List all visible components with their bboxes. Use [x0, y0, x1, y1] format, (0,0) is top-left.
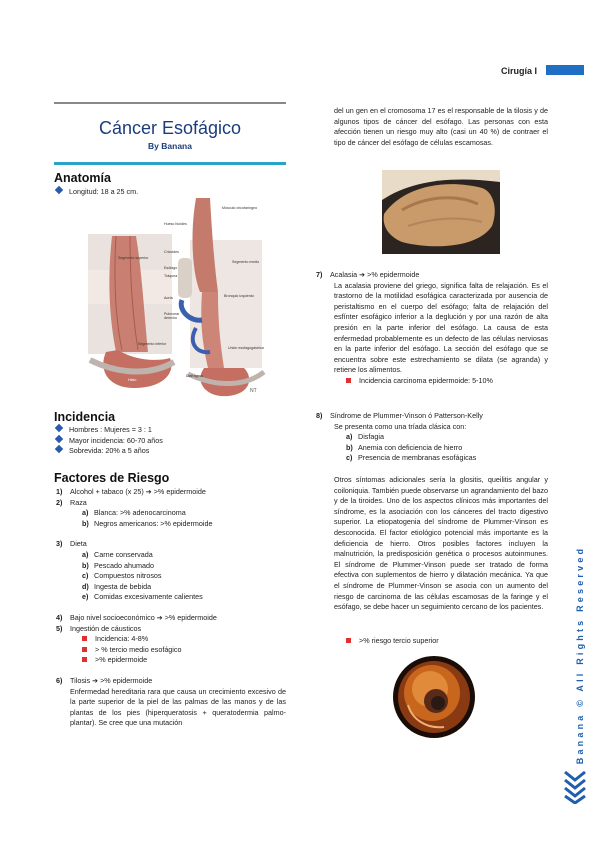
list-item: Incidencia carcinoma epidermoide: 5-10%: [316, 376, 548, 387]
list-item: b) Pescado ahumado: [82, 560, 154, 570]
label-left-bronchus: Bronquio izquierdo: [224, 294, 254, 298]
list-item: b) Negros americanos: >% epidermoide: [82, 518, 213, 528]
bullet-square-icon: [346, 378, 351, 383]
incidencia-list: [56, 425, 163, 457]
tilosis-photo: [382, 170, 500, 254]
plummer-block: [316, 411, 548, 464]
top-rule: [54, 102, 286, 104]
label-diaphragm: Diafragma: [186, 374, 203, 378]
list-item: b) Anemia con deficiencia de hierro: [346, 442, 463, 452]
chevrons-logo-icon: [562, 770, 588, 804]
trachea: [178, 258, 192, 298]
label-segment-middle: Segmento medio: [232, 260, 260, 264]
svg-text:NT: NT: [250, 388, 257, 394]
label-gej: Unión esofagogástrica: [228, 346, 264, 350]
list-item: Sobrevida: 20% a 5 años: [56, 446, 163, 457]
bullet-diamond-icon: [55, 424, 63, 432]
list-item: a) Blanca: >% adenocarcinoma: [82, 508, 186, 518]
label-segment-lower: Segmento inferior: [138, 342, 167, 346]
label-hyoid: Hueso hioides: [164, 222, 187, 226]
anatomia-heading: Anatomía: [54, 171, 111, 185]
plummer-bullet: >% riesgo tercio superior: [346, 636, 439, 647]
anatomia-bullet: Longitud: 18 a 25 cm.: [56, 187, 138, 198]
acalasia-text: La acalasia proviene del griego, significa falta de relajación. Es el trastorno de la motilidad esofágica caracterizada por ausencia de peristaltismo en el cuerpo del esófago; falta de relajación del esfínter esofágico inferior a la deglución y por una razón de alta presión en la parte inferior del esófago. La causa de esta enfermedad probablemente es un defecto de las células nerviosas en la parte inferior del esófago. La sección del esófago que se encuentra sobre este estrechamiento se dilata (se agranda) y retiene los alimentos.: [334, 280, 548, 375]
label-esophagus: Esófago: [164, 266, 178, 270]
list-item: 5) Ingestión de cáusticos: [56, 623, 142, 633]
label-aorta: Aorta: [164, 296, 173, 300]
bullet-square-icon: [346, 638, 351, 643]
bullet-square-icon: [82, 636, 87, 641]
list-item: 1) Alcohol + tabaco (x 25) ➔ >% epidermoide: [56, 487, 206, 496]
page-title: Cáncer Esofágico: [98, 118, 242, 138]
tilosis-text: Enfermedad hereditaria rara que causa un crecimiento excesivo de la parte superior de la piel de las palmas de las manos y de las plantas de los pies (hiperqueratosis + queratodermia palmo-plantar). Se cree que una mutación: [70, 686, 286, 728]
label-trachea: Tráquea: [164, 274, 178, 278]
endoscopy-image: [392, 655, 476, 739]
incidencia-heading: Incidencia: [54, 410, 116, 424]
list-item: c) Compuestos nitrosos: [82, 571, 162, 581]
title-underline: [54, 162, 286, 165]
list-item: c) Presencia de membranas esofágicas: [346, 453, 477, 463]
bullet-diamond-icon: [55, 434, 63, 442]
label-hiatus: Hiato: [128, 378, 137, 382]
label-cricoid: Cricoides: [164, 250, 179, 254]
section-label: Cirugía I: [500, 66, 537, 76]
label-pulmonary: Pulmonar derecho: [164, 312, 180, 320]
list-item: >% epidermoide: [56, 655, 286, 666]
foot-image: [382, 170, 500, 254]
bullet-diamond-icon: [55, 445, 63, 453]
list-item: e) Comidas excesivamente calientes: [82, 592, 203, 602]
factores-list-left: [56, 487, 286, 729]
tilosis-continued: del un gen en el cromosoma 17 es el responsable de la tilosis y de algunos tipos de cáncer del esófago. Las personas con esta afección tienen un riesgo muy alto (casi un 40 %) de contraer el tipo de cáncer del esófago de células escamosas.: [334, 106, 548, 147]
list-item: 2) Raza: [56, 497, 87, 507]
bullet-square-icon: [82, 647, 87, 652]
list-item: 4) Bajo nivel socioeconómico ➔ >% epidermoide: [56, 612, 217, 622]
list-item: Hombres : Mujeres = 3 : 1: [56, 425, 163, 436]
plummer-text: Otros síntomas adicionales sería la glositis, queilitis angular y coiloniquia. También puede observarse un agrandamiento del bazo y de la tiroides. Uno de los aspectos clínicos más importantes del síndrome, es la asociación con los cánceres del tracto digestivo superior. La etiopatogenia del síndrome de Plummer-Vinson es desconocida. El factor etiológico potencial más importante es la deficiencia de hierro. Otros posibles factores incluyen la malnutrición, la predisposición genética o procesos autoinmunes. El síndrome de Plummer-Vinson puede ser tratado de forma efectiva con suplementos de hierro y dilatación mecánica. Ya que el síndrome de Plummer-Vinson se asocia con un aumento del riesgo de carcinoma de las células escamosas de la faringe y el esófago, se debe hacer un seguimiento cercano de los pacientes.: [334, 475, 548, 612]
list-item: 6) Tilosis ➔ >% epidermoide: [56, 675, 153, 685]
bullet-diamond-icon: [55, 186, 63, 194]
list-item: 3) Dieta: [56, 539, 87, 549]
list-item: a) Carne conservada: [82, 549, 153, 559]
list-item: > % tercio medio esofágico: [56, 645, 286, 656]
esophagus-anatomy-figure: [78, 192, 268, 402]
label-segment-upper: Segmento superior: [118, 256, 149, 260]
author: By Banana: [148, 141, 192, 151]
section-color-bar: [546, 65, 584, 75]
bullet-square-icon: [82, 657, 87, 662]
side-branding: [572, 540, 588, 770]
endoscopy-photo: [392, 655, 476, 739]
factores-heading: Factores de Riesgo: [54, 471, 170, 485]
list-item: Incidencia: 4-8%: [56, 634, 286, 645]
list-item: Mayor incidencia: 60-70 años: [56, 436, 163, 447]
list-item: a) Disfagia: [346, 432, 384, 442]
plummer-intro: Se presenta como una tríada clásica con:: [334, 421, 467, 431]
list-item: d) Ingesta de bebida: [82, 581, 152, 591]
copyright-text: Banana © All Rights Reserved: [575, 545, 585, 765]
list-item: 8) Síndrome de Plummer-Vinson ó Patterson-Kelly: [316, 411, 483, 420]
acalasia-block: [316, 270, 548, 387]
label-cricopharyngeus: Músculo cricofaríngeo: [222, 206, 258, 210]
list-item: 7) Acalasia ➔ >% epidermoide: [316, 270, 420, 279]
